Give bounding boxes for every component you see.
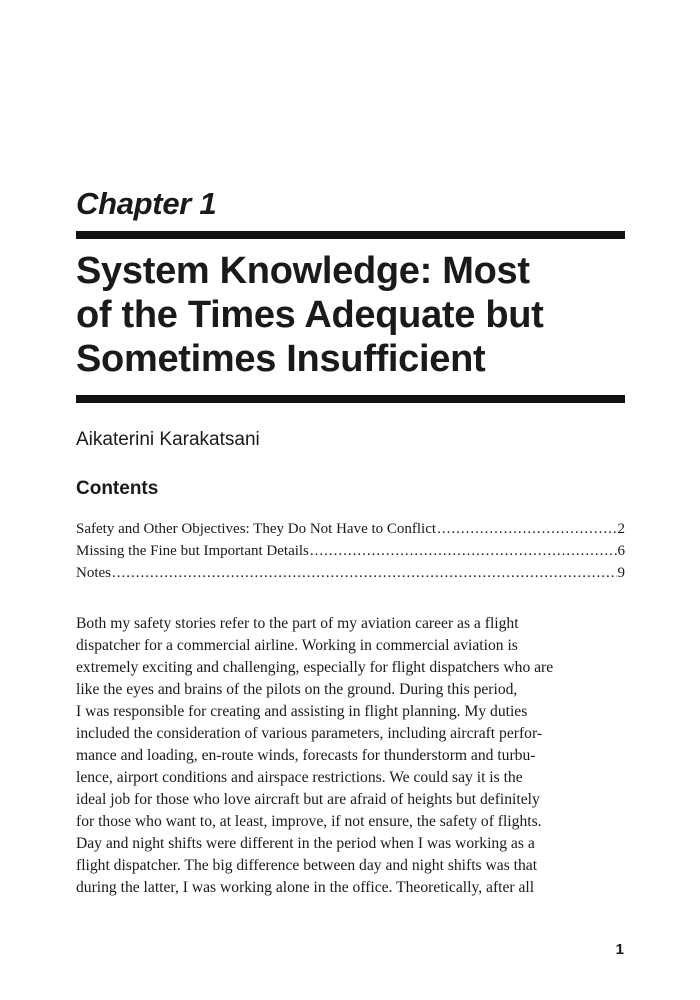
author-name: Aikaterini Karakatsani [76, 429, 260, 450]
body-line: included the consideration of various parameters, including aircraft perfor- [76, 725, 543, 742]
toc-entry[interactable] [76, 540, 625, 562]
top-rule [76, 231, 625, 239]
toc-entry-title: Safety and Other Objectives: They Do Not Have to Conflict [76, 521, 437, 537]
contents-heading: Contents [76, 478, 159, 499]
toc-entry-page: 2 [617, 521, 625, 537]
body-line: flight dispatcher. The big difference between day and night shifts was that [76, 857, 538, 874]
body-line: mance and loading, en-route winds, forecasts for thunderstorm and turbu- [76, 747, 536, 764]
body-line: extremely exciting and challenging, especially for flight dispatchers who are [76, 659, 554, 676]
body-line: like the eyes and brains of the pilots on the ground. During this period, [76, 681, 518, 698]
body-line: dispatcher for a commercial airline. Working in commercial aviation is [76, 637, 518, 654]
body-line: Both my safety stories refer to the part of my aviation career as a flight [76, 615, 519, 632]
toc-dot-leader [310, 540, 617, 562]
body-line: during the latter, I was working alone in the office. Theoretically, after all [76, 879, 535, 896]
toc-dot-leader [112, 562, 617, 584]
toc-entry-title: Notes [76, 565, 111, 581]
toc-dot-leader [437, 518, 616, 540]
chapter-label: Chapter 1 [76, 186, 217, 221]
chapter-title-line: Sometimes Insufficient [76, 338, 486, 380]
chapter-title-line: of the Times Adequate but [76, 294, 544, 336]
toc-entry-page: 6 [617, 543, 625, 559]
body-line: I was responsible for creating and assisting in flight planning. My duties [76, 703, 528, 720]
body-line: for those who want to, at least, improve, if not ensure, the safety of flights. [76, 813, 542, 830]
body-line: Day and night shifts were different in the period when I was working as a [76, 835, 535, 852]
toc-entry[interactable] [76, 518, 625, 540]
toc-entry[interactable] [76, 562, 625, 584]
body-line: lence, airport conditions and airspace restrictions. We could say it is the [76, 769, 523, 786]
body-line: ideal job for those who love aircraft but are afraid of heights but definitely [76, 791, 540, 808]
table-of-contents [76, 518, 625, 584]
page-number: 1 [615, 941, 624, 958]
bottom-rule [76, 395, 625, 403]
chapter-title-line: System Knowledge: Most [76, 250, 530, 292]
chapter-title [76, 249, 636, 381]
body-paragraph [76, 613, 625, 899]
toc-entry-title: Missing the Fine but Important Details [76, 543, 309, 559]
toc-entry-page: 9 [617, 565, 625, 581]
